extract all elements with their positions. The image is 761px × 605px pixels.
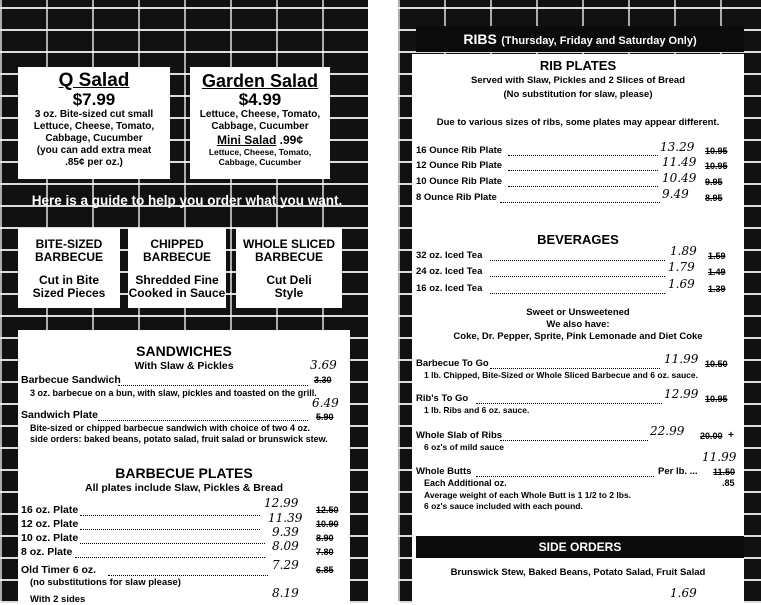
bbq-plate-10-old-price: 8.90 — [316, 533, 334, 543]
guide-card-2-title-1: CHIPPED — [150, 237, 204, 251]
ribs-to-go-desc: 1 lb. Ribs and 6 oz. sauce. — [424, 405, 530, 415]
bbq-plates-subtitle: All plates include Slaw, Pickles & Bread — [84, 482, 284, 494]
rib-plates-note: Due to various sizes of ribs, some plates may appear different. — [436, 117, 720, 128]
iced-tea-24-new-price: 1.79 — [668, 260, 695, 274]
garden-salad-desc-2: Cabbage, Cucumber — [211, 121, 309, 132]
rib-plate-10-old-price: 9.95 — [705, 177, 723, 187]
barbecue-sandwich-new-price: 3.69 — [310, 358, 337, 372]
mini-salad-desc-2: Cabbage, Cucumber — [218, 157, 302, 167]
mini-salad-desc-1: Lettuce, Cheese, Tomato, — [208, 147, 312, 157]
dot-leader — [490, 293, 665, 294]
iced-tea-32-old-price: 1.59 — [708, 251, 726, 261]
dot-leader — [75, 557, 265, 558]
dot-leader — [80, 543, 265, 544]
bbq-plate-16-name: 16 oz. Plate — [21, 504, 79, 516]
whole-slab-suffix: + — [728, 430, 734, 441]
guide-card-1-desc-1: Cut in Bite — [39, 273, 99, 287]
rib-plate-12-name: 12 Ounce Rib Plate — [416, 160, 503, 171]
bbq-plates-title: BARBECUE PLATES — [115, 465, 253, 481]
bbq-plate-12-name: 12 oz. Plate — [21, 518, 79, 530]
sandwich-plate-new-price: 6.49 — [312, 396, 339, 410]
q-salad-desc-4: (you can add extra meat — [36, 145, 152, 156]
dot-leader — [80, 515, 260, 516]
bbq-plate-16-new-price: 12.99 — [264, 496, 299, 510]
dot-leader — [476, 403, 662, 404]
rib-plate-8-old-price: 8.95 — [705, 193, 723, 203]
old-timer-name: Old Timer 6 oz. — [21, 564, 97, 576]
iced-tea-16-new-price: 1.69 — [668, 277, 695, 291]
rib-plate-10-new-price: 10.49 — [662, 171, 697, 185]
dot-leader — [490, 276, 665, 277]
bbq-to-go-new-price: 11.99 — [664, 352, 699, 366]
rib-plate-8-name: 8 Ounce Rib Plate — [416, 192, 497, 203]
dot-leader — [476, 476, 654, 477]
garden-salad-card — [190, 67, 330, 179]
whole-butts-new-price: 11.99 — [702, 450, 737, 464]
rib-plates-title: RIB PLATES — [539, 58, 617, 73]
dot-leader — [490, 260, 665, 261]
whole-butts-name: Whole Butts — [416, 466, 472, 477]
guide-card-3-title-2: BARBECUE — [254, 250, 323, 264]
guide-card-chipped — [128, 228, 226, 308]
whole-butts-per: Per lb. ... — [658, 466, 698, 477]
ribs-header-bar — [416, 26, 744, 52]
q-salad-desc-1: 3 oz. Bite-sized cut small — [34, 109, 154, 120]
rib-plate-16-old-price: 10.95 — [705, 146, 728, 156]
whole-butts-old-price: 11.50 — [713, 467, 736, 477]
q-salad-desc-5: .85¢ per oz.) — [65, 157, 123, 168]
bbq-to-go-name: Barbecue To Go — [416, 358, 489, 369]
rib-plates-sub-2: (No substitution for slaw, please) — [503, 89, 653, 100]
bbq-plate-12-new-price: 11.39 — [268, 511, 303, 525]
rib-plate-12-new-price: 11.49 — [662, 155, 697, 169]
whole-slab-old-price: 20.00 — [700, 431, 723, 441]
whole-slab-desc: 6 oz's of mild sauce — [424, 442, 504, 452]
barbecue-sandwich-old-price: 3.30 — [314, 375, 332, 385]
ribs-header-title: RIBS — [463, 31, 497, 47]
beverages-line-3: Coke, Dr. Pepper, Sprite, Pink Lemonade and Diet Coke — [453, 331, 703, 342]
bbq-plate-8-name: 8 oz. Plate — [21, 546, 73, 558]
dot-leader — [98, 420, 308, 421]
bbq-plate-8-old-price: 7.80 — [316, 547, 334, 557]
sandwiches-subtitle: With Slaw & Pickles — [134, 360, 234, 372]
iced-tea-16-old-price: 1.39 — [708, 284, 726, 294]
guide-card-2-title-2: BARBECUE — [142, 250, 211, 264]
iced-tea-24-name: 24 oz. Iced Tea — [416, 266, 483, 277]
with-2-sides-new-price: 8.19 — [272, 586, 299, 600]
bbq-to-go-desc: 1 lb. Chipped, Bite-Sized or Whole Sliced Barbecue and 6 oz. sauce. — [424, 370, 698, 380]
side-orders-title: SIDE ORDERS — [538, 540, 622, 554]
sandwich-plate-name: Sandwich Plate — [21, 409, 99, 421]
dot-leader — [500, 440, 648, 441]
barbecue-sandwich-name: Barbecue Sandwich — [21, 374, 121, 386]
guide-card-3-title-1: WHOLE SLICED — [243, 237, 335, 251]
barbecue-sandwich-desc: 3 oz. barbecue on a bun, with slaw, pickles and toasted on the grill. — [30, 388, 317, 398]
dot-leader — [508, 186, 658, 187]
guide-card-2-desc-2: Cooked in Sauce — [128, 286, 226, 300]
q-salad-card — [18, 67, 170, 179]
rib-plate-8-new-price: 9.49 — [662, 187, 689, 201]
beverages-line-2: We also have: — [546, 319, 610, 330]
sandwich-plate-desc-1: Bite-sized or chipped barbecue sandwich with choice of two 4 oz. — [30, 423, 311, 433]
dot-leader — [108, 575, 268, 576]
mini-salad-price: .99¢ — [279, 133, 304, 147]
rib-plates-sub-1: Served with Slaw, Pickles and 2 Slices of Bread — [470, 75, 685, 86]
sandwich-plate-old-price: 5.90 — [316, 412, 334, 422]
garden-salad-title: Garden Salad — [201, 71, 319, 91]
dot-leader — [80, 529, 260, 530]
sandwich-plate-desc-2: side orders: baked beans, potato salad, fruit salad or brunswick stew. — [30, 434, 328, 444]
ribs-to-go-new-price: 12.99 — [664, 387, 699, 401]
side-orders-bar — [416, 536, 744, 558]
ribs-header-sub: (Thursday, Friday and Saturday Only) — [501, 35, 697, 47]
garden-salad-price: $4.99 — [238, 90, 282, 109]
dot-leader — [500, 202, 660, 203]
garden-salad-desc-1: Lettuce, Cheese, Tomato, — [199, 109, 321, 120]
q-salad-price: $7.99 — [72, 90, 116, 109]
rib-plate-10-name: 10 Ounce Rib Plate — [416, 176, 503, 187]
iced-tea-16-name: 16 oz. Iced Tea — [416, 283, 483, 294]
beverages-line-1: Sweet or Unsweetened — [526, 307, 630, 318]
each-additional-name: Each Additional oz. — [424, 478, 507, 488]
rib-plate-16-new-price: 13.29 — [660, 140, 695, 154]
old-timer-new-price: 7.29 — [272, 558, 299, 572]
bbq-plate-10-new-price: 9.39 — [272, 525, 299, 539]
guide-card-whole-sliced — [236, 228, 342, 308]
guide-card-2-desc-1: Shredded Fine — [135, 273, 219, 287]
bbq-to-go-old-price: 10.50 — [705, 359, 728, 369]
each-additional-price: .85 — [722, 478, 735, 488]
q-salad-title: Q Salad — [58, 70, 130, 91]
q-salad-desc-2: Lettuce, Cheese, Tomato, — [33, 121, 155, 132]
rib-plate-16-name: 16 Ounce Rib Plate — [416, 145, 503, 156]
bbq-plate-10-name: 10 oz. Plate — [21, 532, 79, 544]
iced-tea-32-name: 32 oz. Iced Tea — [416, 250, 483, 261]
side-orders-list: Brunswick Stew, Baked Beans, Potato Salad, Fruit Salad — [450, 567, 706, 578]
guide-card-3-desc-1: Cut Deli — [266, 273, 312, 287]
dot-leader — [508, 155, 658, 156]
whole-butts-desc-2: 6 oz's sauce included with each pound. — [424, 501, 583, 511]
guide-card-1-desc-2: Sized Pieces — [32, 286, 106, 300]
mini-salad-label: Mini Salad — [216, 133, 277, 147]
rib-plate-12-old-price: 10.95 — [705, 161, 728, 171]
bbq-plate-12-old-price: 10.90 — [316, 519, 339, 529]
guide-card-3-desc-2: Style — [274, 286, 304, 300]
ribs-to-go-name: Rib's To Go — [416, 393, 469, 404]
guide-card-bite-sized — [18, 228, 120, 308]
with-2-sides-name: With 2 sides — [30, 594, 86, 605]
guide-banner: Here is a guide to help you order what you want. — [31, 193, 343, 208]
guide-card-1-title-1: BITE-SIZED — [35, 237, 103, 251]
bbq-plates-note: (no substitutions for slaw please) — [30, 577, 181, 588]
beverages-title: BEVERAGES — [537, 232, 619, 247]
iced-tea-32-new-price: 1.89 — [670, 244, 697, 258]
sandwiches-title: SANDWICHES — [136, 343, 232, 359]
old-timer-old-price: 6.85 — [316, 565, 334, 575]
dot-leader — [118, 385, 308, 386]
page-gutter — [368, 0, 398, 603]
bbq-plate-16-old-price: 12.50 — [316, 505, 339, 515]
dot-leader — [508, 170, 658, 171]
ribs-to-go-old-price: 10.95 — [705, 394, 728, 404]
side-orders-new-price: 1.69 — [670, 586, 697, 600]
whole-butts-desc-1: Average weight of each Whole Butt is 1 1/2 to 2 lbs. — [424, 490, 632, 500]
iced-tea-24-old-price: 1.49 — [708, 267, 726, 277]
bbq-plate-8-new-price: 8.09 — [272, 539, 299, 553]
whole-slab-name: Whole Slab of Ribs — [416, 430, 503, 441]
guide-card-1-title-2: BARBECUE — [34, 250, 103, 264]
dot-leader — [490, 368, 660, 369]
q-salad-desc-3: Cabbage, Cucumber — [45, 133, 143, 144]
whole-slab-new-price: 22.99 — [650, 424, 685, 438]
